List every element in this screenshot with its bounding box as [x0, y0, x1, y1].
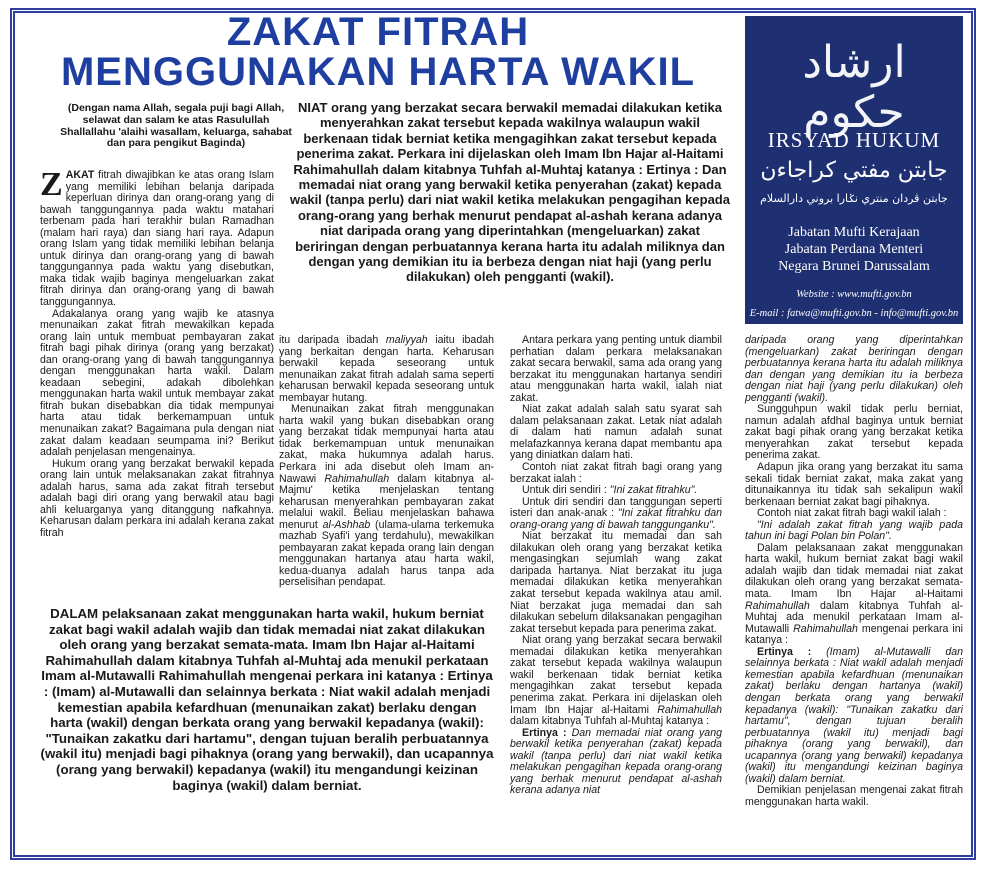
column-4	[745, 335, 963, 808]
col2-p2c: (ulama-ulama terkemuka mazhab Syafi'i yang terdahulu), mewakilkan pembayaran zakat kepada orang lain dengan menggunakan hartanya atau harta wakil, kedua-duanya adalah harus tanpa ada perselisihan pendapat.	[279, 518, 495, 589]
dept-line-2: Jabatan Perdana Menteri	[784, 242, 924, 257]
col4-paragraph-1: daripada orang yang diperintahkan (mengeluarkan) zakat beriringan dengan perbuatannya kerana harta itu adalah miliknya dan dengan yang demikian itu ia berbeza dengan niat haji (yang perlu dilakukan) oleh pengganti (wakil).	[745, 334, 963, 404]
emblem-name: IRSYAD HUKUM	[767, 128, 941, 152]
col4-p7-bold: Ertinya :	[757, 645, 827, 658]
intro-bold-paragraph: NIAT orang yang berzakat secara berwakil memadai dilakukan ketika menyerahkan zakat tersebut kepada wakilnya walaupun wakil berkenaan tidak berniat ketika mengagihkan zakat tersebut kepada penerima zakat. Perkara ini dijelaskan oleh Imam Ibn Hajar al-Haitami Rahimahullah dalam kitabnya Tuhfah al-Muhtaj katanya : Ertinya : Dan memadai niat orang yang berwakil ketika penyerahan (zakat) kepada wakil (tanpa perlu) dari niat wakil ketika melakukan pengagihan kepada orang-orang yang berhak menurut pendapat al-ashah kerana adanya niat daripada orang yang diperintahkan (mengeluarkan) zakat beriringan dengan perbuatannya kerana harta itu adalah miliknya dan dengan yang demikian itu ia berbeza dengan niat haji (yang perlu dilakukan) oleh pengganti (wakil).	[290, 100, 730, 285]
bottom-bold-paragraph: DALAM pelaksanaan zakat menggunakan harta wakil, hukum berniat zakat bagi wakil adalah wajib dan tidak memadai niat zakat dilakukan oleh orang yang berzakat semata-mata. Imam Ibn Hajar al-Haitami Rahimahullah dalam kitabnya Tuhfah al-Muhtaj ada menukil perkataan Imam al-Mutawalli Rahimahullah mengenai perkara ini katanya : Ertinya : (Imam) al-Mutawalli dan selainnya berkata : Niat wakil adalah menjadi kemestian apabila kefardhuan (menunaikan zakat) berlaku dengan harta (wakil) dengan berkata orang yang berwakil kepadanya (wakil): "Tunaikan zakatku dari hartamu", dengan tujuan beralih perbuatannya (wakil itu) menjadi bagi pihaknya (orang yang berwakil), dan ucapannya (orang yang berwakil) kepadanya (wakil) itu mengandungi keizinan baginya (wakil) dalam berniat.	[40, 606, 494, 793]
col3-p7a: Niat orang yang berzakat secara berwakil memadai dilakukan ketika menyerahkan zakat tersebut kepada wakilnya walaupun wakil berkenaan tidak berniat ketika mengagihkan zakat tersebut kepada penerima zakat. Perkara ini dijelaskan oleh Imam Ibn Hajar al-Haitami	[510, 634, 722, 716]
col3-p7-italic: Rahimahullah	[657, 703, 722, 716]
headline	[18, 12, 738, 92]
col4-paragraph-7	[745, 647, 963, 786]
col3-p5a: Untuk diri sendiri dan tanggungan seperti isteri dan anak-anak :	[510, 495, 722, 520]
col4-p6-italic-1: Rahimahullah	[745, 599, 810, 612]
headline-line-2: MENGGUNAKAN HARTA WAKIL	[60, 50, 696, 94]
blessing-text: (Dengan nama Allah, segala puji bagi Allah, selawat dan salam ke atas Rasulullah Shallallahu 'alaihi wasallam, keluarga, sahabat dan para pengikut Baginda)	[60, 102, 292, 150]
col3-p4a: Untuk diri sendiri :	[522, 484, 610, 497]
headline-line-1: ZAKAT FITRAH	[226, 10, 530, 54]
col3-p4-italic: "Ini zakat fitrahku".	[609, 484, 698, 497]
col3-paragraph-5	[510, 497, 722, 532]
col3-paragraph-2: Niat zakat adalah salah satu syarat sah dalam pelaksanaan zakat. Letak niat adalah di dalam hati namun adalah sunat melafazkannya kerana dapat membantu apa yang diniatkan dalam hati.	[510, 403, 722, 462]
email-text: E-mail : fatwa@mufti.gov.bn - info@mufti.gov.bn	[749, 308, 959, 319]
column-2	[279, 335, 494, 589]
col4-paragraph-4: Contoh niat zakat fitrah bagi wakil ialah :	[757, 507, 947, 520]
col2-p2-italic-2: al-Ashhab	[322, 518, 371, 531]
website-text: Website : www.mufti.gov.bn	[796, 289, 912, 300]
col3-paragraph-7	[510, 635, 722, 727]
col3-p7b: dalam kitabnya Tuhfah al-Muhtaj katanya :	[510, 715, 710, 728]
col3-paragraph-8	[510, 728, 722, 797]
col4-paragraph-2: Sungguhpun wakil tidak perlu berniat, namun adalah afdhal baginya untuk berniat zakat bagi pihak orang yang berzakat ketika menyerahkan zakat tersebut kepada penerima zakat.	[745, 403, 963, 462]
col4-p6a: Dalam pelaksanaan zakat menggunakan harta wakil, hukum berniat zakat bagi wakil adalah wajib dan tidak memadai niat zakat dilakukan oleh orang yang berzakat semata-mata. Imam Ibn Hajar al-Haitami	[745, 541, 963, 601]
column-1	[40, 166, 274, 540]
col3-p8-italic: Dan memadai niat orang yang berwakil ketika penyerahan (zakat) kepada wakil (tanpa perlu) dari niat wakil ketika melakukan pengagihan kepada orang-orang yang berhak menurut pendapat al-ashah kerana adanya niat	[510, 726, 722, 797]
arabic-calligraphy-logo: ارشاد حكوم	[802, 37, 906, 138]
col2-p1a: itu daripada ibadah	[279, 334, 386, 346]
dropcap: Z	[40, 166, 63, 203]
col4-paragraph-8: Demikian penjelasan mengenai zakat fitrah menggunakan harta wakil.	[745, 784, 963, 808]
col2-paragraph-1	[279, 335, 494, 404]
col2-p1b: iaitu ibadah yang berkaitan dengan harta. Keharusan berwakil kepada seseorang untuk menunaikan zakat fitrah adalah sama seperti keharusan berwakil kepada seseorang untuk membayar hutang.	[279, 334, 494, 404]
col3-paragraph-3: Contoh niat zakat fitrah bagi orang yang berzakat ialah :	[510, 461, 722, 485]
col2-p2b: dalam kitabnya al-Majmu' ketika menjelaskan tentang keharusan menyerahkan pembayaran zakat melalui wakil. Beliau menjelaskan bahawa menurut	[279, 472, 494, 531]
col2-p1-italic: maliyyah	[385, 334, 428, 346]
col1-lead: AKAT	[65, 169, 95, 181]
arabic-department-subtext: جابتن ڤردان منتري نݢارا بروني دارالسلام	[760, 192, 948, 205]
col4-p6c: mengenai perkara ini katanya :	[745, 622, 963, 647]
col4-paragraph-3: Adapun jika orang yang berzakat itu sama sekali tidak berniat zakat, maka zakat yang ditunaikannya itu tidak sah sekalipun wakil berkenaan berniat zakat bagi pihaknya.	[745, 461, 963, 508]
col3-p8-bold: Ertinya :	[522, 726, 572, 739]
col3-paragraph-6: Niat berzakat itu memadai dan sah dilakukan oleh orang yang berzakat ketika mengasingkan sejumlah wang zakat daripada hartanya. Niat berzakat itu juga memadai dilakukan ketika menyerahkan zakat tersebut kepada wakilnya atau amil. Niat berzakat juga memadai dan sah dilakukan sebelum dilaksanakan pengagihan zakat tersebut kepada para penerima zakat.	[510, 530, 722, 635]
col4-p7-italic: (Imam) al-Mutawalli dan selainnya berkata : Niat wakil adalah menjadi kemestian apabila kefardhuan (menunaikan zakat) berlaku dengan hartanya (wakil) dengan berkata orang yang berwakil kepadanya (wakil): "Tunaikan zakatku dari hartamu", dengan tujuan beralih perbuatannya (wakil itu) menjadi bagi pihaknya (orang yang berwakil), dan ucapannya (orang yang berwakil) kepadanya (wakil) itu mengandungi keizinan baginya (wakil) dalam berniat.	[745, 645, 963, 785]
col3-p5-italic: "Ini zakat fitrahku dan orang-orang yang di bawah tanggunganku".	[510, 507, 723, 531]
col4-paragraph-5: "Ini adalah zakat fitrah yang wajib pada tahun ini bagi Polan bin Polan".	[745, 518, 963, 543]
col4-p6-italic-2: Rahimahullah	[793, 622, 858, 635]
col4-p6b: dalam kitabnya Tuhfah al-Muhtaj ada menukil perkataan Imam al-Mutawalli	[745, 599, 963, 635]
col4-paragraph-6	[745, 543, 963, 647]
column-3	[510, 335, 722, 797]
arabic-department-text: جابتن مفتي كراجاءن	[760, 158, 948, 183]
col1-p1-text: fitrah diwajibkan ke atas orang Islam yang memiliki lebihan belanja daripada keperluan dirinya dan orang-orang yang di bawah tanggungannya pada waktu matahari terbenam pada hari terakhir bulan Ramadhan (malam hari raya) dan siang hari raya. Adapun orang Islam yang tidak memiliki lebihan belanja untuk dirinya dan orang-orang yang di bawah tanggungannya pada waktu yang disebutkan, maka tidak wajib baginya mengeluarkan zakat fitrah dirinya dan orang-orang yang di bawah tanggungannya.	[40, 169, 274, 309]
department-names	[745, 224, 963, 275]
col2-p2a: Menunaikan zakat fitrah menggunakan harta wakil yang bukan disebabkan orang yang berzakat tidak mempunyai harta atau tidak berkemampuan untuk menunaikan zakat, maka hukumnya adalah harus. Perkara ini ada disebut oleh Imam an-Nawawi	[279, 403, 494, 485]
col2-paragraph-2	[279, 404, 494, 589]
col1-paragraph-1	[40, 166, 274, 309]
col1-paragraph-2: Adakalanya orang yang wajib ke atasnya menunaikan zakat fitrah mewakilkan kepada orang lain untuk membuat pembayaran zakat fitrah bagi pihak dirinya (orang yang berzakat) dan orang-orang yang di bawah tanggungannya dengan menggunakan harta wakil. Dalam keadaan sebegini, adakah dibolehkan menggunakan harta wakil untuk membayar zakat fitrah bukan disebabkan dia tidak mempunyai harta atau tidak berkemampuan untuk menunaikan zakat? Bagaimana pula dengan niat zakat dalam keadaan seumpama ini? Berikut adalah penjelasan mengenainya.	[40, 307, 274, 459]
dept-line-1: Jabatan Mufti Kerajaan	[788, 225, 920, 240]
col1-paragraph-3: Hukum orang yang berzakat berwakil kepada orang lain untuk melaksanakan zakat fitrahnya adalah harus, sama ada zakat fitrah tersebut adalah bagi diri orang yang berwakil atau bagi ahli keluarganya yang ditanggung nafkahnya. Keharusan dalam perkara ini adalah kerana zakat fitrah	[40, 457, 274, 539]
col3-paragraph-1: Antara perkara yang penting untuk diambil perhatian dalam perkara melaksanakan zakat secara berwakil, sama ada orang yang berzakat itu menggunakan hartanya sendiri atau menggunakan harta wakil, ialah niat zakat.	[510, 334, 722, 404]
irsyad-hukum-emblem	[745, 16, 963, 324]
dept-line-3: Negara Brunei Darussalam	[778, 259, 930, 274]
col2-p2-italic-1: Rahimahullah	[324, 472, 390, 485]
